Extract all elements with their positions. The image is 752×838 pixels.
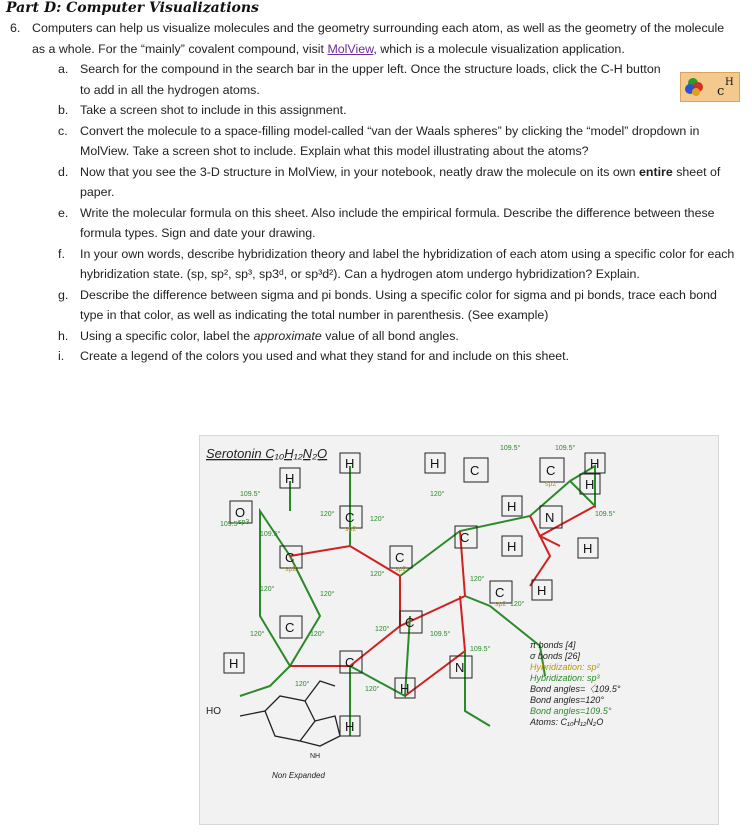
atom-h: H: [430, 456, 440, 471]
atom-o: O: [235, 505, 246, 520]
skeletal-ho: HO: [206, 706, 221, 717]
angle-label: 109.5°: [240, 491, 261, 498]
atom-c: C: [405, 615, 415, 630]
angle-label: 109.5°: [260, 531, 281, 538]
list-item: h. Using a specific color, label the approximate value of all bond angles.: [58, 328, 459, 343]
angle-label: 120°: [310, 631, 325, 638]
atom-c: C: [345, 655, 355, 670]
angle-label: 120°: [370, 516, 385, 523]
ch-button-graphic: [681, 73, 739, 101]
angle-labels: [220, 444, 616, 653]
angle-label: 109.5°: [555, 445, 576, 452]
atom-h: H: [229, 656, 239, 671]
angle-label: 120°: [250, 631, 265, 638]
legend-angle-2: Bond angles=120°: [530, 695, 604, 705]
legend-sigma: σ bonds [26]: [530, 651, 580, 661]
angle-label: 120°: [510, 601, 525, 608]
instruction-list: [32, 59, 740, 367]
part-title: Part D: Computer Visualizations: [6, 0, 259, 16]
atom-c: C: [460, 530, 470, 545]
ch-button-sup: H: [725, 77, 734, 88]
angle-label: 120°: [320, 511, 335, 518]
atom-c: C: [470, 463, 480, 478]
angle-label: 120°: [375, 626, 390, 633]
molecule-icon: [685, 78, 703, 96]
ch-button[interactable]: [680, 72, 740, 102]
angle-label: 109.5°: [430, 631, 451, 638]
angle-label: 120°: [295, 681, 310, 688]
atom-c: C: [546, 463, 556, 478]
non-expanded-caption: Non Expanded: [272, 771, 325, 780]
legend-sp2: Hybridization: sp²: [530, 662, 600, 672]
atom-c: C: [345, 510, 355, 525]
intro-text-1: Computers can help us visualize molecules and the geometry surrounding each atom, as well as the geometry of the molecule as a whole. For the “mainly” covalent compound, visit: [32, 21, 725, 56]
legend-pi: π bonds [4]: [530, 640, 576, 650]
hybrid-sp2: sp2: [345, 526, 357, 533]
atom-n: N: [545, 510, 555, 525]
legend-angle-3: Bond angles=109.5°: [530, 706, 612, 716]
legend-atoms: Atoms: C₁₀H₁₂N₂O: [530, 717, 604, 727]
angle-label: 120°: [365, 686, 380, 693]
angle-label: 109.5°: [500, 445, 521, 452]
angle-label: 120°: [370, 571, 385, 578]
list-item: c. Convert the molecule to a space-filling model-called “van der Waals spheres” by clicking the “model” dropdown in MolView. Take a screen shot to include. Explain what this model illustrating about the atoms?: [58, 123, 700, 158]
legend-angle-1: Bond angles=〈109.5°: [530, 684, 621, 694]
list-item: g. Describe the difference between sigma and pi bonds. Using a specific color for sigma and pi bonds, trace each bond type in that color, as well as indicating the total number in parenthesis. (See example): [58, 287, 717, 322]
list-item: b. Take a screen shot to include in this assignment.: [58, 103, 347, 117]
atom-h: H: [585, 477, 595, 492]
atom-h: H: [583, 541, 593, 556]
list-item: i. Create a legend of the colors you used and what they stand for and include on this sheet.: [58, 349, 570, 363]
angle-label: 109.5°: [220, 521, 241, 528]
angle-label: 109.5°: [470, 646, 491, 653]
atom-h: H: [345, 456, 355, 471]
atom-n: N: [455, 660, 465, 675]
list-item: a. Search for the compound in the search bar in the upper left. Once the structure loads, click the C-H button to add in all the hydrogen atoms.: [58, 62, 661, 97]
hybrid-sp3: sp3: [238, 519, 250, 526]
angle-label: 120°: [430, 491, 445, 498]
atom-h: H: [285, 471, 295, 486]
legend: [529, 640, 621, 727]
angle-label: 120°: [320, 591, 335, 598]
list-item: d. Now that you see the 3-D structure in MolView, in your notebook, neatly draw the molecule on its own entire sheet of paper.: [58, 164, 721, 199]
atom-h: H: [345, 719, 355, 734]
list-item: f. In your own words, describe hybridization theory and label the hybridization of each atom using a specific color for each hybridization state. (sp, sp², sp³, sp3ᵈ, or sp³d²). Can a hydrogen atom undergo hybridization? Explain.: [58, 246, 735, 281]
atom-c: C: [395, 550, 405, 565]
question-number: 6.: [10, 21, 21, 35]
atom-h: H: [537, 583, 547, 598]
angle-label: 120°: [470, 576, 485, 583]
atom-h: H: [400, 681, 410, 696]
skeletal-nh: NH: [310, 753, 321, 760]
molview-link[interactable]: MolView: [327, 41, 374, 56]
drawing-canvas: [200, 436, 718, 824]
drawing-title: Serotonin C₁₀H₁₂N₂O: [206, 446, 328, 461]
question-intro: [32, 18, 740, 59]
atom-c: C: [495, 585, 505, 600]
hybrid-sp2: sp2: [495, 601, 507, 608]
atom-h: H: [507, 539, 517, 554]
angle-label: 109.5°: [595, 511, 616, 518]
hybrid-sp2: sp2: [545, 481, 557, 488]
legend-sp3: Hybridization: sp³: [530, 673, 600, 683]
serotonin-drawing: [199, 435, 719, 825]
ch-button-base: c: [717, 84, 725, 99]
atom-c: C: [285, 620, 295, 635]
angle-label: 120°: [260, 586, 275, 593]
atom-h: H: [590, 456, 600, 471]
atom-h: H: [507, 499, 517, 514]
list-item: e. Write the molecular formula on this sheet. Also include the empirical formula. Describe the difference between these formula types. Sign and date your drawing.: [58, 205, 715, 240]
question-6: [10, 18, 740, 367]
atom-c: C: [285, 550, 295, 565]
hybrid-sp2: sp2: [395, 566, 407, 573]
intro-text-2: , which is a molecule visualization application.: [373, 41, 625, 56]
hybrid-sp2: sp2: [285, 566, 297, 573]
